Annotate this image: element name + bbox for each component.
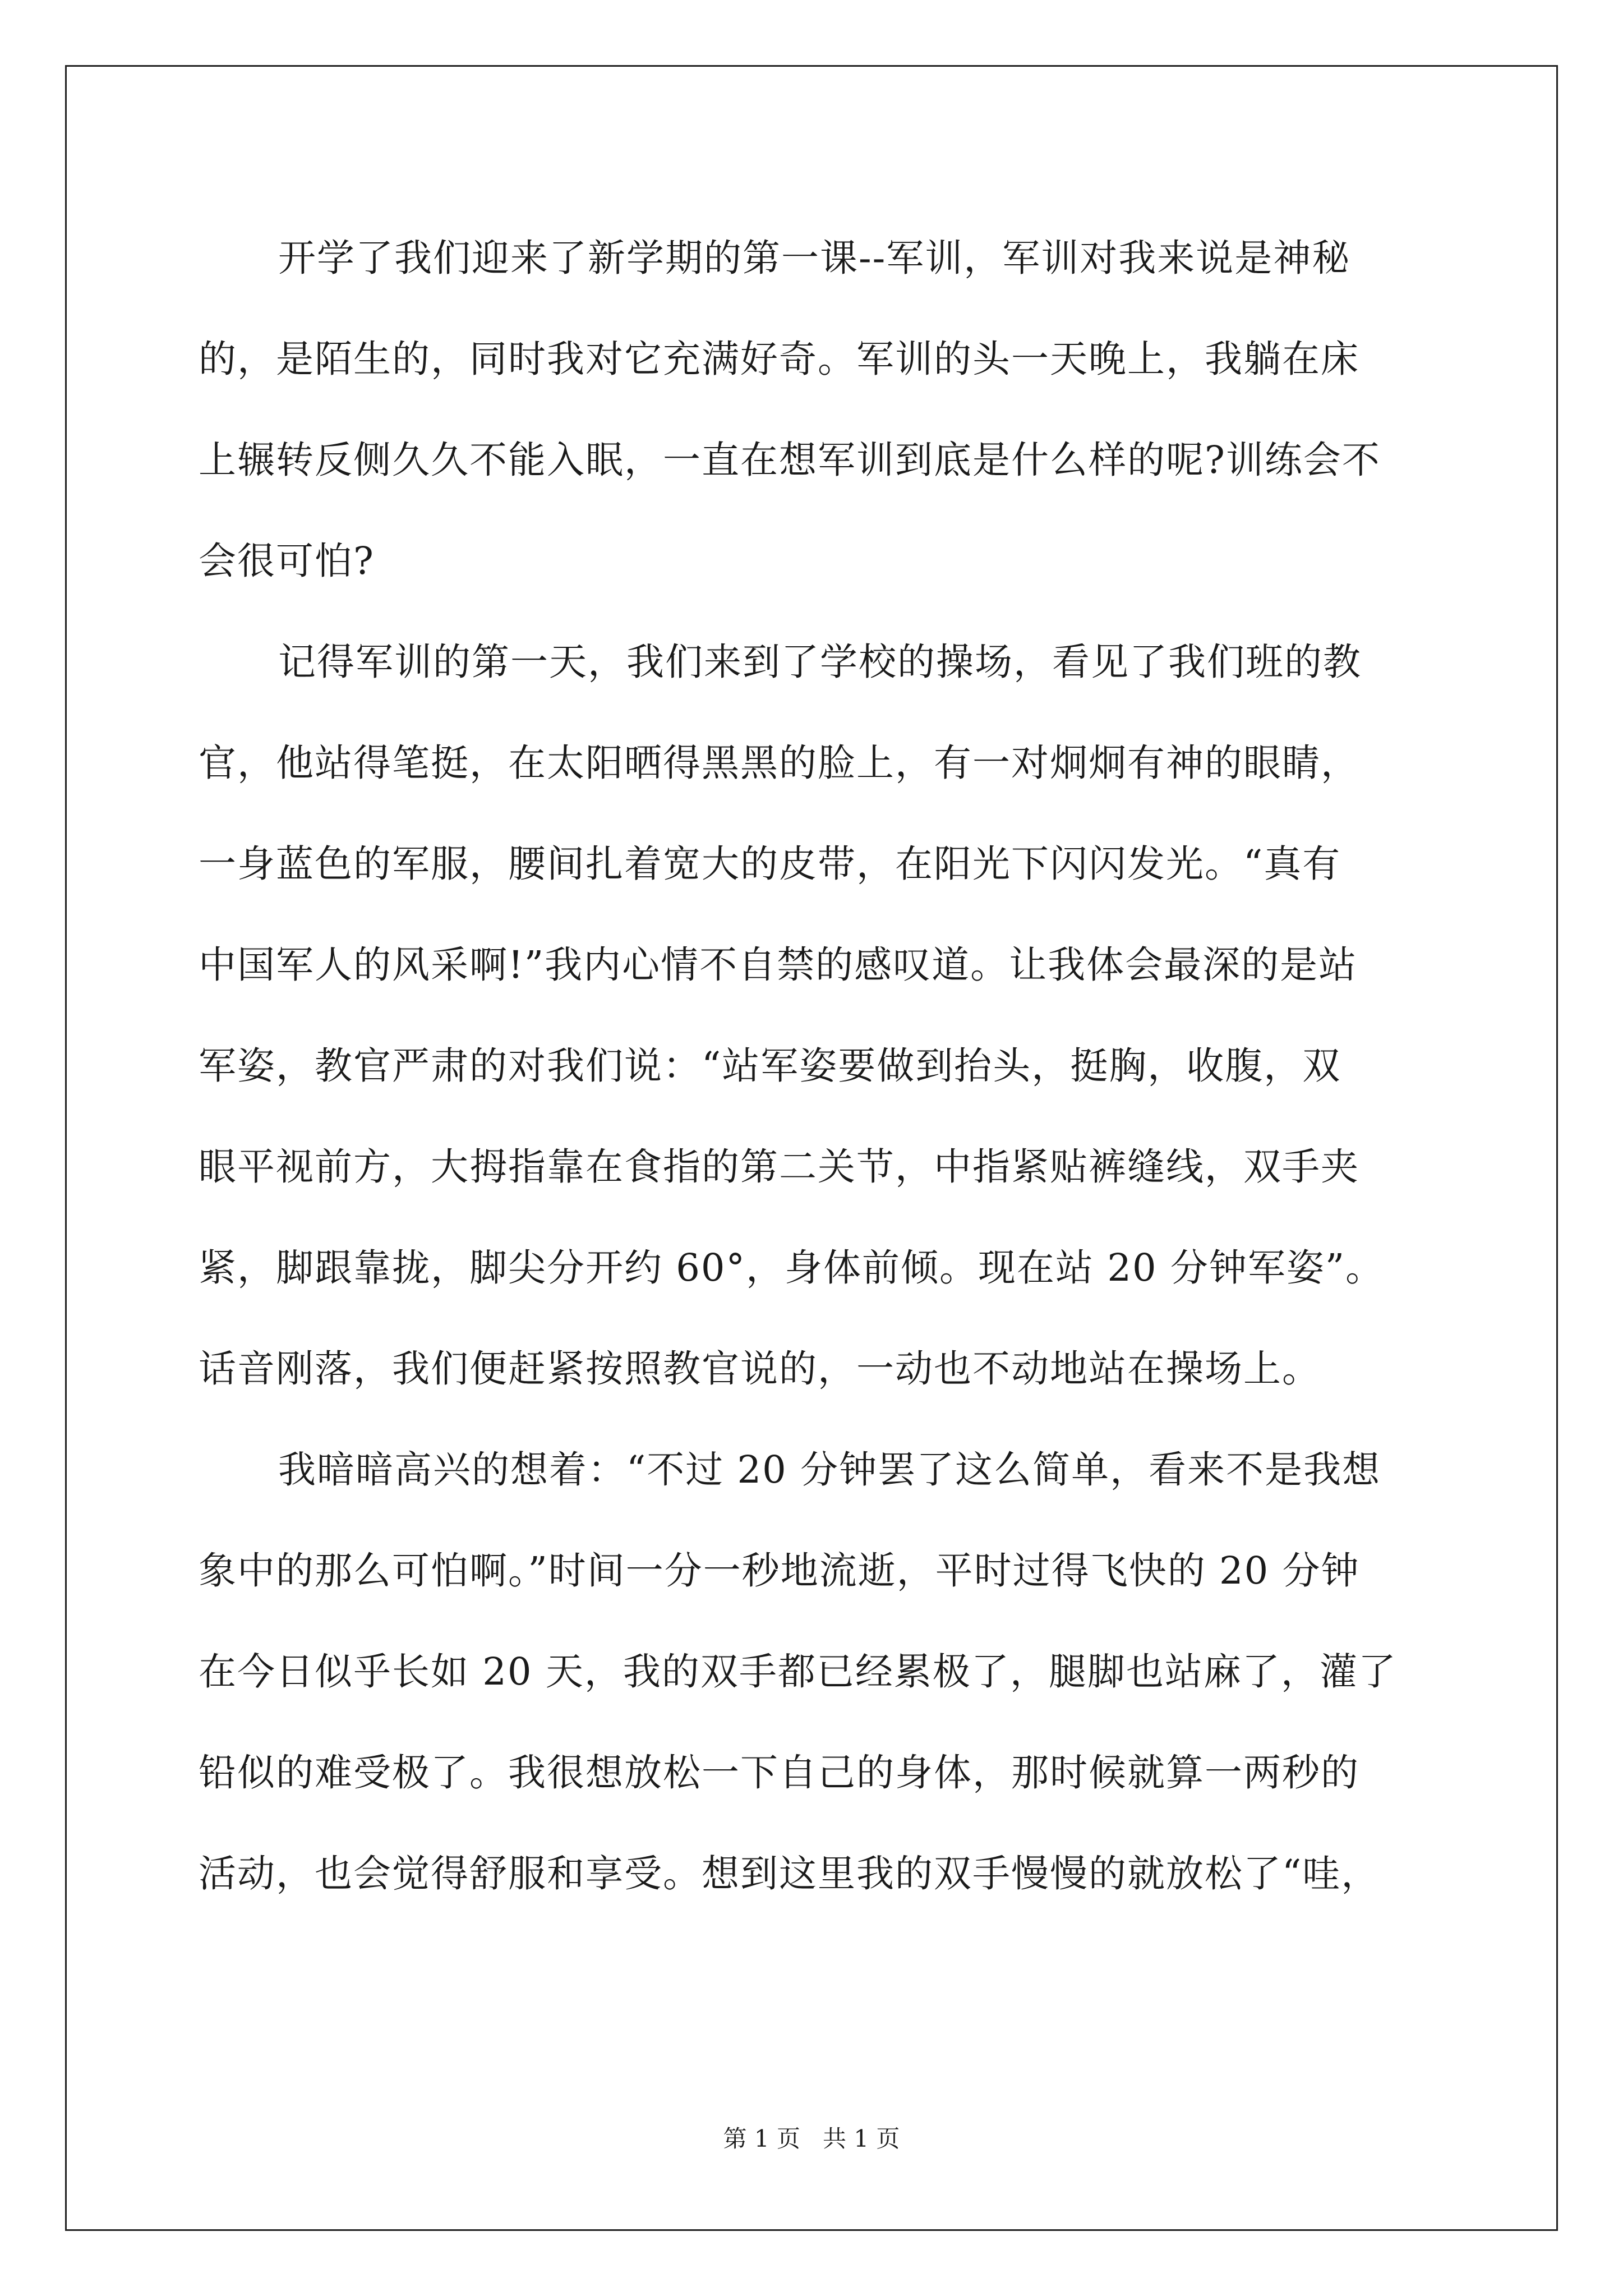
paragraph-1-line-3: 上辗转反侧久久不能入眠，一直在想军训到底是什么样的呢?训练会不 [199, 438, 1381, 482]
paragraph-2-line-1: 记得军训的第一天，我们来到了学校的操场，看见了我们班的教 [278, 640, 1362, 684]
paragraph-3-line-2: 象中的那么可怕啊。”时间一分一秒地流逝，平时过得飞快的 20 分钟 [199, 1549, 1360, 1593]
paragraph-2-line-2: 官，他站得笔挺，在太阳晒得黑黑的脸上，有一对炯炯有神的眼睛， [199, 741, 1359, 785]
paragraph-2-line-3: 一身蓝色的军服，腰间扎着宽大的皮带，在阳光下闪闪发光。“真有 [199, 842, 1341, 886]
paragraph-3-line-5: 活动，也会觉得舒服和享受。想到这里我的双手慢慢的就放松了“哇， [199, 1852, 1380, 1895]
paragraph-1-line-1: 开学了我们迎来了新学期的第一课--军训，军训对我来说是神秘 [278, 236, 1351, 280]
paragraph-1-line-2: 的，是陌生的，同时我对它充满好奇。军训的头一天晚上，我躺在床 [199, 337, 1359, 381]
paragraph-3-line-4: 铅似的难受极了。我很想放松一下自己的身体，那时候就算一两秒的 [199, 1751, 1359, 1795]
paragraph-1-line-4: 会很可怕? [199, 539, 375, 583]
document-body [199, 208, 1430, 1924]
paragraph-2-line-7: 紧，脚跟靠拢，脚尖分开约 60°，身体前倾。现在站 20 分钟军姿”。 [199, 1246, 1385, 1290]
paragraph-2-line-8: 话音刚落，我们便赶紧按照教官说的，一动也不动地站在操场上。 [199, 1347, 1321, 1391]
paragraph-2-line-6: 眼平视前方，大拇指靠在食指的第二关节，中指紧贴裤缝线，双手夹 [199, 1145, 1359, 1189]
paragraph-3-line-1: 我暗暗高兴的想着：“不过 20 分钟罢了这么简单，看来不是我想 [278, 1448, 1381, 1492]
page-footer [0, 2120, 1623, 2154]
paragraph-2-line-5: 军姿，教官严肃的对我们说：“站军姿要做到抬头，挺胸，收腹，双 [199, 1044, 1341, 1088]
page-number-current: 第 1 页 [723, 2125, 800, 2152]
paragraph-3-line-3: 在今日似乎长如 20 天，我的双手都已经累极了，腿脚也站麻了，灌了 [199, 1650, 1397, 1694]
page-number-total: 共 1 页 [823, 2125, 900, 2152]
paragraph-2-line-4: 中国军人的风采啊!”我内心情不自禁的感叹道。让我体会最深的是站 [199, 943, 1358, 987]
